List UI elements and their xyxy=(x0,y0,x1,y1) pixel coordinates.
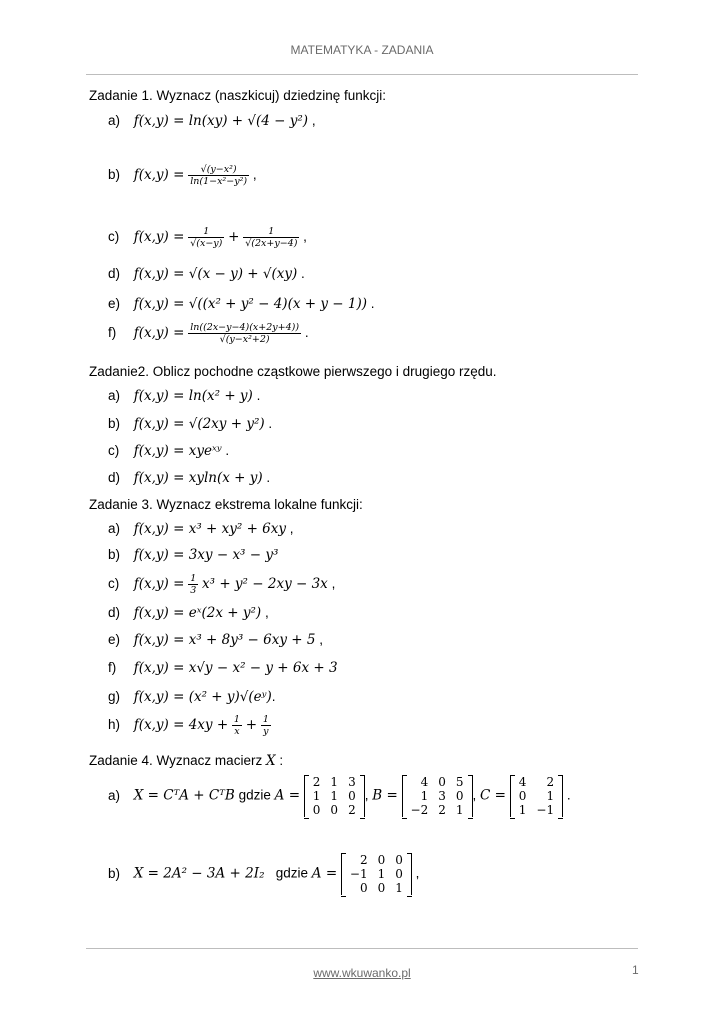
task3-title: Zadanie 3. Wyznacz ekstrema lokalne funkcji: xyxy=(89,497,363,512)
header-rule xyxy=(86,74,638,75)
matrix-a2-cell: −1 xyxy=(349,867,368,881)
task3-item-e: e) f(x,y) = x³ + 8y³ − 6xy + 5 , xyxy=(108,632,324,648)
matrix-a-cell: 1 xyxy=(312,789,321,803)
page-header: MATEMATYKA - ZADANIA xyxy=(290,43,434,57)
task1-item-d: d) f(x,y) = √(x − y) + √(xy) . xyxy=(108,266,305,282)
task2-item-b: b) f(x,y) = √(2xy + y²) . xyxy=(108,416,273,432)
matrix-a xyxy=(304,775,365,817)
task3-item-a: a) f(x,y) = x³ + xy² + 6xy , xyxy=(108,521,294,537)
task1-item-e: e) f(x,y) = √((x² + y² − 4)(x + y − 1)) . xyxy=(108,296,375,312)
matrix-c xyxy=(510,775,563,817)
footer-link[interactable]: www.wkuwanko.pl xyxy=(313,966,411,980)
matrix-a-cell: 0 xyxy=(348,789,356,803)
matrix-b-cell: 0 xyxy=(438,775,446,789)
task2-item-c: c) f(x,y) = xyeˣʸ . xyxy=(108,443,230,459)
task1-item-a: a) f(x,y) = ln(xy) + √(4 − y²) , xyxy=(108,113,316,129)
matrix-c-cell: 4 xyxy=(518,775,527,789)
matrix-a2-cell: 0 xyxy=(359,881,368,895)
matrix-c-cell: 1 xyxy=(518,803,527,817)
matrix-b-cell: 3 xyxy=(438,789,446,803)
matrix-c-cell: 0 xyxy=(518,789,527,803)
matrix-b-cell: 1 xyxy=(420,789,429,803)
task2-item-d: d) f(x,y) = xyln(x + y) . xyxy=(108,470,271,486)
task3-item-c: c) f(x,y) = $\frac{1}{3}$ x³ + y² − 2xy − 3x , xyxy=(108,573,336,596)
page-number: 1 xyxy=(632,963,639,977)
task2-title: Zadanie2. Oblicz pochodne cząstkowe pierwszego i drugiego rzędu. xyxy=(89,364,497,379)
task3-item-b: b) f(x,y) = 3xy − x³ − y³ xyxy=(108,547,279,563)
task3-item-d: d) f(x,y) = eˣ(2x + y²) , xyxy=(108,605,269,621)
task1-item-f: f) f(x,y) = $\frac{\ln((2x-y-4)(x+2y+4))}{\text{√(y−x²+2)}}$ . xyxy=(108,322,309,345)
matrix-c-cell: −1 xyxy=(536,803,555,817)
matrix-a2 xyxy=(341,853,412,895)
matrix-b-cell: 0 xyxy=(455,789,464,803)
task3-item-g: g) f(x,y) = (x² + y)√(eʸ). xyxy=(108,689,276,705)
matrix-a2-cell: 1 xyxy=(377,867,386,881)
matrix-b-cell: −2 xyxy=(410,803,429,817)
matrix-a-cell: 0 xyxy=(312,803,321,817)
task1-title: Zadanie 1. Wyznacz (naszkicuj) dziedzinę funkcji: xyxy=(89,88,387,103)
matrix-a2-cell: 0 xyxy=(377,853,386,867)
task4-item-a: a) X = CᵀA + CᵀB gdzie A = 2 1 3 1 1 0 0 0 2 , B = 4 0 5 1 3 0 −2 2 1 , C = 4 2 0 1 1 −1 . xyxy=(108,775,571,817)
matrix-c-cell: 1 xyxy=(546,789,555,803)
matrix-b-cell: 2 xyxy=(438,803,446,817)
matrix-a2-cell: 2 xyxy=(359,853,368,867)
task3-item-f: f) f(x,y) = x√y − x² − y + 6x + 3 xyxy=(108,660,338,676)
matrix-a-cell: 0 xyxy=(330,803,339,817)
task4-item-b: b) X = 2A² − 3A + 2I₂ gdzie A = 2 0 0 −1 1 0 0 0 1 , xyxy=(108,853,420,895)
matrix-a-cell: 1 xyxy=(330,775,339,789)
matrix-a-cell: 2 xyxy=(348,803,356,817)
matrix-a2-cell: 0 xyxy=(395,867,403,881)
matrix-a2-cell: 1 xyxy=(395,881,403,895)
footer-rule xyxy=(86,948,638,949)
matrix-a-cell: 1 xyxy=(330,789,339,803)
matrix-b-cell: 1 xyxy=(455,803,464,817)
task3-item-h: h) f(x,y) = 4xy + $\frac{1}{x}$ + $\frac{1}{y}$ xyxy=(108,714,269,737)
task4-title: Zadanie 4. Wyznacz macierz X : xyxy=(89,753,284,769)
matrix-a2-cell: 0 xyxy=(377,881,386,895)
matrix-a-cell: 3 xyxy=(348,775,356,789)
matrix-b-cell: 4 xyxy=(420,775,429,789)
matrix-a-cell: 2 xyxy=(312,775,321,789)
matrix-b-cell: 5 xyxy=(455,775,464,789)
matrix-a2-cell: 0 xyxy=(395,853,403,867)
task1-item-b: b) f(x,y) = $\frac{\text{√(y−x²)}}{\text{ln(1−x²−y²)}}$ , xyxy=(108,164,257,187)
task1-item-c: c) f(x,y) = $\frac{1}{√(x-y)}$ + $\frac{1}{√(2x+y-4)}$ , xyxy=(108,226,307,249)
matrix-c-cell: 2 xyxy=(546,775,555,789)
task2-item-a: a) f(x,y) = ln(x² + y) . xyxy=(108,388,261,404)
matrix-b xyxy=(402,775,473,817)
